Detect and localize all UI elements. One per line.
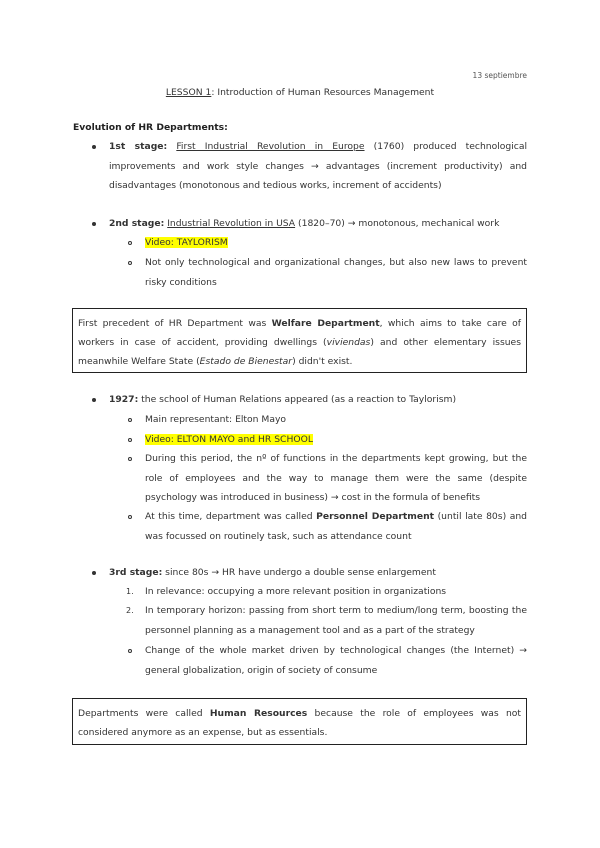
bullet-icon <box>92 398 96 402</box>
stage1927-label: 1927: <box>109 394 139 405</box>
human-resources-bold: Human Resources <box>209 708 308 719</box>
welfare-department-box <box>72 308 527 373</box>
sub4-text: At this time, department was called <box>145 511 317 522</box>
list-number: 1. <box>126 587 134 596</box>
circle-bullet-icon <box>128 649 132 653</box>
circle-bullet-icon <box>128 261 132 265</box>
stage1927-body: the school of Human Relations appeared (as a reaction to Taylorism) <box>138 394 457 405</box>
stage2-sub1 <box>145 233 527 253</box>
stage1927-text <box>109 390 527 410</box>
bullet-icon <box>92 145 96 149</box>
stage1927-sub2 <box>145 430 527 450</box>
stage3-sub3: Change of the whole market driven by technological changes (the Internet) → general globalization, origin of society of consume <box>145 645 527 676</box>
circle-bullet-icon <box>128 418 132 422</box>
taylorism-video-highlight: Video: TAYLORISM <box>145 237 228 248</box>
stage3-body: since 80s → HR have undergo a double sense enlargement <box>162 567 436 578</box>
bullet-icon <box>92 571 96 575</box>
lesson-title <box>0 87 600 98</box>
date-label: 13 septiembre <box>472 71 527 80</box>
stage1-link: First Industrial Revolution in Europe <box>176 141 365 152</box>
stage2-link: Industrial Revolution in USA <box>167 218 296 229</box>
stage3-text <box>109 563 527 583</box>
stage3-label: 3rd stage: <box>109 567 163 578</box>
lesson-title-text: : Introduction of Human Resources Management <box>211 87 435 98</box>
box2-text: Departments were called <box>78 708 210 719</box>
stage2-body: (1820–70) → monotonous, mechanical work <box>295 218 500 229</box>
stage1927-sub4 <box>145 507 527 546</box>
welfare-department-bold: Welfare Department <box>271 318 380 329</box>
stage1927-sub3: During this period, the nº of functions in the departments kept growing, but the role of employees and the way to manage them were the same (despite psychology was introduced in business) → cost in the formula of benefits <box>145 453 527 503</box>
stage1-body: (1760) produced technological improvements and work style changes → advantages (increment productivity) and disadvantages (monotonous and tedious works, increment of accidents) <box>109 141 527 191</box>
stage1927-sub1: Main representant: Elton Mayo <box>145 414 287 425</box>
circle-bullet-icon <box>128 241 132 245</box>
stage1-text <box>109 137 527 196</box>
circle-bullet-icon <box>128 438 132 442</box>
box1-text: First precedent of HR Department was <box>78 318 272 329</box>
lesson-number: LESSON 1 <box>165 87 212 98</box>
stage3-item2: In temporary horizon: passing from short term to medium/long term, boosting the personnel planning as a management tool and as a part of the strategy <box>145 605 527 636</box>
stage3-item1: In relevance: occupying a more relevant position in organizations <box>145 586 447 597</box>
circle-bullet-icon <box>128 457 132 461</box>
bullet-icon <box>92 222 96 226</box>
box1-text: , which aims to take care of workers in case of accident, providing dwellings ( <box>78 318 521 348</box>
section-heading: Evolution of HR Departments: <box>73 122 228 133</box>
circle-bullet-icon <box>128 515 132 519</box>
box1-text: ) didn't exist. <box>292 356 353 367</box>
stage2-text <box>109 214 527 234</box>
box2-text: because the role of employees was not considered anymore as an expense, but as essentials. <box>78 708 522 738</box>
stage2-sub2: Not only technological and organizational changes, but also new laws to prevent risky conditions <box>145 257 527 288</box>
personnel-department-bold: Personnel Department <box>316 511 435 522</box>
human-resources-box <box>72 698 527 745</box>
sub4-text: (until late 80s) and was focussed on routinely task, such as attendance count <box>145 511 528 542</box>
viviendas-italic: viviendas <box>326 337 371 348</box>
stage1-label: 1st stage: <box>109 141 168 152</box>
estado-bienestar-italic: Estado de Bienestar <box>199 356 293 367</box>
list-number: 2. <box>126 606 134 615</box>
stage2-label: 2nd stage: <box>109 218 165 229</box>
elton-mayo-video-highlight: Video: ELTON MAYO and HR SCHOOL <box>145 434 313 445</box>
box1-text: ) and other elementary issues meanwhile Welfare State ( <box>78 337 521 367</box>
